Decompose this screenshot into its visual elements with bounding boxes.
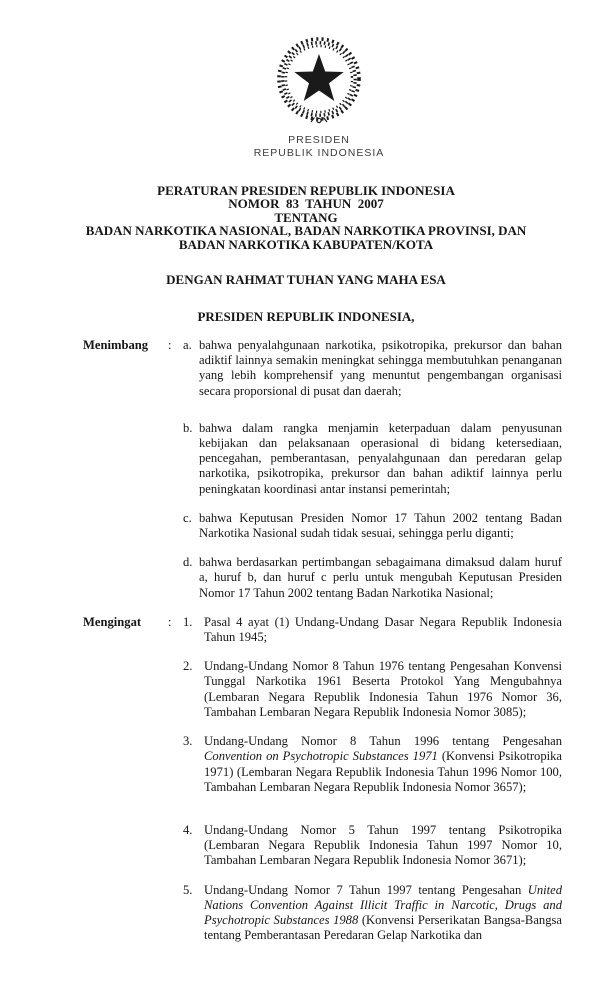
document-title (0, 184, 612, 251)
item-marker: 4. (183, 822, 193, 837)
item-text: bahwa penyalahgunaan narkotika, psikotropika, prekursor dan bahan adiktif lainnya semakin meningkat sehingga membutuhkan penanganan yang lebih komprehensif yang menuntut pengembangan organisasi secara proporsional di pusat dan daerah; (199, 338, 562, 398)
item-marker: c. (183, 510, 192, 525)
title-line-regulation: PERATURAN PRESIDEN REPUBLIK INDONESIA (157, 183, 455, 198)
consideration-item-a (183, 338, 562, 399)
invocation-line: DENGAN RAHMAT TUHAN YANG MAHA ESA (166, 272, 446, 288)
item-marker: 1. (183, 614, 193, 629)
section-label: Mengingat (83, 614, 142, 629)
title-line-subject-1: BADAN NARKOTIKA NASIONAL, BADAN NARKOTIKA PROVINSI, DAN (85, 223, 527, 239)
legal-basis-item-1 (183, 615, 562, 645)
item-text: Undang-Undang Nomor 8 Tahun 1976 tentang Pengesahan Konvensi Tunggal Narkotika 1961 Beserta Protokol Yang Mengubahnya (Lembaran Negara Republik Indonesia Tahun 1976 Nomor 36, Tambahan Lembaran Negara Republik Indonesia Nomor 3085); (204, 659, 562, 719)
section-items (183, 615, 562, 943)
section-items (183, 338, 562, 601)
section-colon: : (168, 614, 172, 629)
letterhead (0, 0, 612, 160)
item-text: Undang-Undang Nomor 7 Tahun 1997 tentang Pengesahan United Nations Convention Against Illicit Traffic in Narcotic, Drugs and Psychotropic Substances 1988 (Konvensi Perserikatan Bangsa-Bangsa tentang Pemberantasan Peredaran Gelap Narkotika dan (204, 882, 562, 943)
item-marker: b. (183, 420, 193, 435)
item-text: bahwa berdasarkan pertimbangan sebagaimana dimaksud dalam huruf a, huruf b, dan huruf c perlu untuk mengubah Keputusan Presiden Nomor 17 Tahun 2002 tentang Badan Narkotika Nasional; (199, 555, 562, 600)
consideration-item-c (183, 511, 562, 541)
item-marker: 2. (183, 659, 193, 674)
title-line-number: NOMOR 83 TAHUN 2007 (228, 196, 384, 212)
consideration-item-d (183, 555, 562, 601)
item-text: Undang-Undang Nomor 5 Tahun 1997 tentang Psikotropika (Lembaran Negara Republik Indonesia Tahun 1997 Nomor 10, Tambahan Lembaran Negara Republik Indonesia Nomor 3671); (204, 822, 562, 868)
star-wreath-emblem-icon (271, 36, 367, 126)
title-line-subject-2: BADAN NARKOTIKA KABUPATEN/KOTA (178, 236, 434, 252)
title-line-tentang: TENTANG (274, 209, 338, 225)
legal-basis-item-5 (183, 883, 562, 944)
item-text: bahwa Keputusan Presiden Nomor 17 Tahun 2002 tentang Badan Narkotika Nasional sudah tidak sesuai, sehingga perlu diganti; (199, 510, 562, 541)
org-name-line2: REPUBLIK INDONESIA (253, 147, 385, 159)
section-colon: : (168, 338, 172, 353)
org-name (13, 134, 612, 160)
section-label: Menimbang (83, 338, 149, 353)
legal-basis-item-3 (183, 734, 562, 795)
star-icon (294, 54, 343, 101)
item-marker: 3. (183, 734, 193, 749)
section-mengingat (83, 615, 562, 943)
item-text: bahwa dalam rangka menjamin keterpaduan dalam penyusunan kebijakan dan pelaksanaan operasional di bidang ketersediaan, pencegahan, pemberantasan, penyalahgunaan dan peredaran gelap narkotika, psikotropika, prekursor dan bahan adiktif lainnya perlu peningkatan koordinasi antar instansi pemerintah; (199, 420, 562, 496)
legal-basis-item-4 (183, 823, 562, 869)
document-body (83, 338, 562, 943)
item-marker: 5. (183, 882, 193, 897)
section-menimbang (83, 338, 562, 601)
presidential-seal (271, 36, 367, 131)
item-text: Undang-Undang Nomor 8 Tahun 1996 tentang Pengesahan Convention on Psychotropic Substances 1971 (Konvensi Psikotropika 1971) (Lembaran Negara Republik Indonesia Tahun 1996 Nomor 100, Tambahan Lembaran Negara Republik Indonesia Nomor 3657); (204, 734, 563, 794)
item-text: Pasal 4 ayat (1) Undang-Undang Dasar Negara Republik Indonesia Tahun 1945; (204, 614, 562, 645)
item-marker: d. (183, 555, 193, 570)
org-name-line1: PRESIDEN (288, 134, 350, 146)
item-marker: a. (183, 338, 192, 353)
salutation-line: PRESIDEN REPUBLIK INDONESIA, (197, 309, 415, 325)
consideration-item-b (183, 421, 562, 497)
legal-basis-item-2 (183, 659, 562, 720)
